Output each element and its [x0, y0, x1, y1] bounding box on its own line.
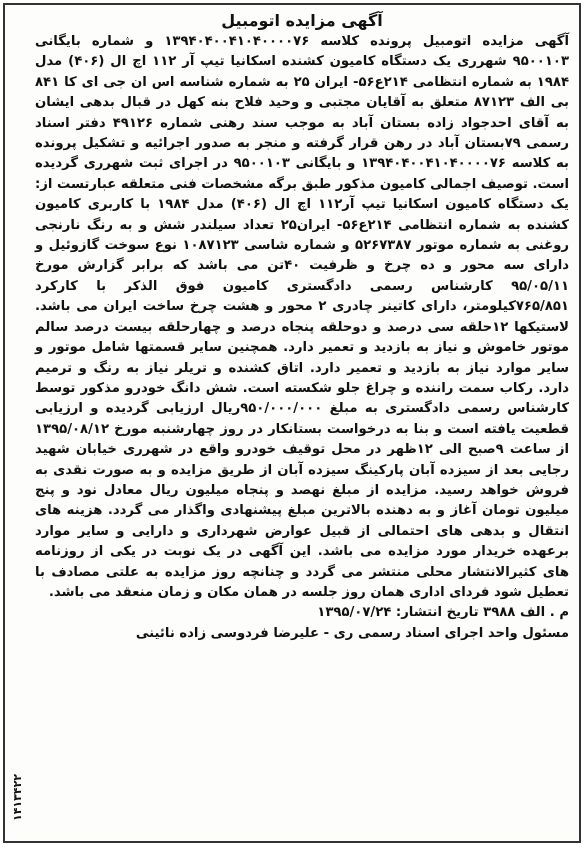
notice-reference-line: م . الف ۳۹۸۸ تاریخ انتشار: ۱۳۹۵/۰۷/۲۴ — [317, 605, 569, 621]
side-reference-code: ۱۴۱۳۴۲۲ — [11, 774, 24, 821]
notice-body-text: آگهی مزایده اتومبیل پرونده کلاسه ۱۳۹۴۰۴۰۰۴۱۰۴۰۰۰۰۷۶ و شماره بایگانی ۹۵۰۰۱۰۳ شهرری یک دستگاه کامیون کشنده اسکانیا تیپ آر ۱۱۲ اچ ال (۴۰۶) مدل ۱۹۸۴ به شماره انتظامی ۲۱۴ع۵۶- ایران ۲۵ به شماره شناسه اس ان جی ای کا ۸۴۱ بی الف ۸۷۱۲۳ متعلق به آقایان مجتبی و وحید فلاح بنه کهل در قبال بدهی ایشان به آقای احدجواد زاده بستان آباد به موجب سند رهنی شماره ۴۹۱۲۶ دفتر اسناد رسمی ۷۹بستان آباد در رهن قرار گرفته و منجر به صدور اجرائیه و تشکیل پرونده به کلاسه ۱۳۹۴۰۴۰۰۴۱۰۴۰۰۰۰۷۶ و بایگانی ۹۵۰۰۱۰۳ در اجرای ثبت شهرری گردیده است. توصیف اجمالی کامیون مذکور طبق برگه مشخصات فنی متعلقه عبارتست از: یک دستگاه کامیون اسکانیا تیپ آر۱۱۲ اچ ال (۴۰۶) مدل ۱۹۸۴ با کاربری کامیون کشنده به شماره انتظامی ۲۱۴ع۵۶- ایران۲۵ تعداد سیلندر شش و به رنگ نارنجی روغنی به شماره موتور ۵۲۶۷۳۸۷ و شماره شاسی ۱۰۸۷۱۲۳ نوع سوخت گازوئیل و دارای سه محور و ده چرخ و ظرفیت ۴۰تن می باشد که برابر گزارش مورخ ۹۵/۰۵/۱۱ کارشناس رسمی دادگستری کامیون فوق الذکر با کارکرد ۷۶۵/۸۵۱کیلومتر، دارای کاتینر چادری ۲ محور و هشت چرخ ساخت ایران می باشد. لاستیکها ۱۲حلقه سی درصد و دوحلقه پنجاه درصد و چهارحلقه بیست درصد سالم موتور خاموش و نیاز به بازدید و تعمیر دارد. همچنین سایر قسمتها شامل موتور و سایر موارد نیاز به بازدید و تعمیر دارد. اتاق کشنده و تریلر نیاز به رنگ و ترمیم دارد. رکاب سمت راننده و چراغ جلو شکسته است. شش دانگ خودرو مذکور توسط کارشناس رسمی دادگستری به مبلغ ۹۵۰/۰۰۰/۰۰۰ریال ارزیابی گردیده و ارزیابی قطعیت یافته است و بنا به درخواست بستانکار در روز چهارشنبه مورخ ۱۳۹۵/۰۸/۱۲ از ساعت ۹صبح الی ۱۲ظهر در محل توقیف خودرو واقع در شهرری خیابان شهید رجایی بعد از سیزده آبان پارکینگ سیزده آبان از طریق مزایده و به صورت نقدی به فروش خواهد رسید. مزایده از مبلغ نهصد و پنجاه میلیون ریال معادل نود و پنج میلیون تومان آغاز و به دهنده بالاترین مبلغ پیشنهادی واگذار می گردد. هزینه های انتقال و بدهی های احتمالی از قبیل عوارض شهرداری و دارایی و سایر موارد برعهده خریدار مورد مزایده می باشد. این آگهی در یک نوبت در یکی از روزنامه های کثیرالانتشار محلی منتشر می گردد و چنانچه روز مزایده به علتی مصادف با تعطیل شود فردای اداری همان روز جلسه در همان مکان و زمان منعقد می باشد. — [35, 34, 570, 600]
notice-signature-line: مسئول واحد اجرای اسناد رسمی ری - علیرضا فردوسی زاده نائینی — [135, 625, 569, 641]
auction-notice-clipping — [3, 3, 581, 843]
notice-title: آگهی مزایده اتومبیل — [221, 11, 383, 30]
